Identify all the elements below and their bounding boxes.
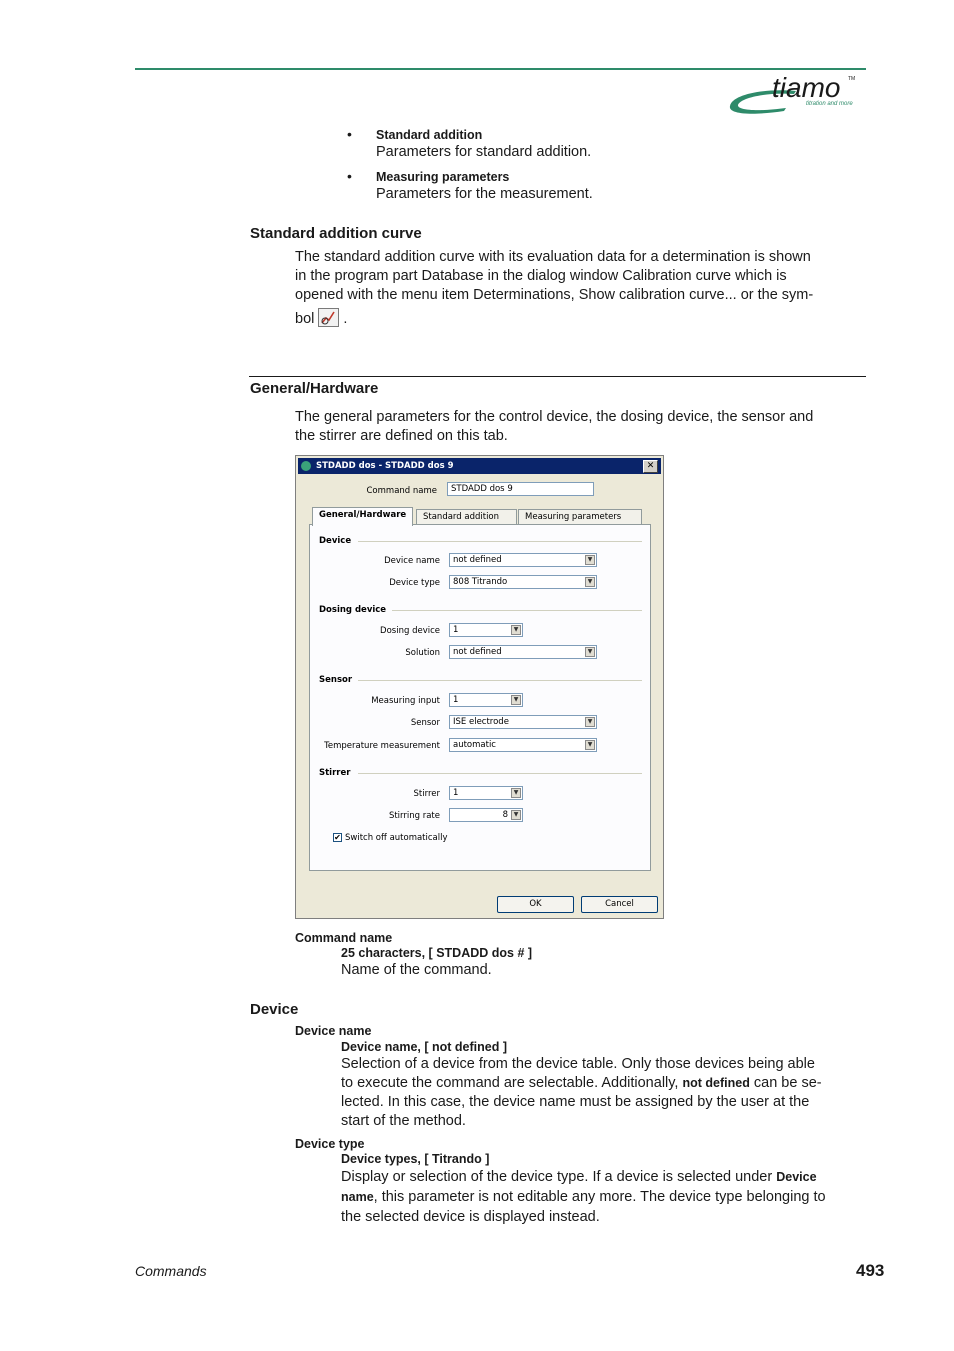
chevron-down-icon[interactable]: ▼	[585, 555, 595, 565]
chevron-down-icon[interactable]: ▼	[585, 717, 595, 727]
stirring-rate-spinner[interactable]	[449, 808, 523, 822]
measuring-input-value: 1	[453, 695, 459, 705]
temperature-value: automatic	[453, 740, 496, 750]
device-type-label: Device type	[389, 578, 440, 588]
device-name-label: Device name	[384, 556, 440, 566]
text-line	[341, 1187, 826, 1207]
bullet-title: Measuring parameters	[376, 170, 510, 184]
text-line: The standard addition curve with its evaluation data for a determination is shown	[295, 249, 811, 265]
stirrer-select[interactable]	[449, 786, 523, 800]
device-name-select[interactable]	[449, 553, 597, 567]
dosing-device-select[interactable]	[449, 623, 523, 637]
group-sensor: Sensor	[319, 675, 353, 685]
text-line: The general parameters for the control device, the dosing device, the sensor and	[295, 409, 814, 425]
bullet-text: Parameters for the measurement.	[376, 186, 593, 202]
param-spec: 25 characters, [ STDADD dos # ]	[341, 946, 533, 960]
stirrer-label: Stirrer	[413, 789, 440, 799]
logo-tagline: titration and more	[806, 101, 853, 107]
sensor-select[interactable]	[449, 715, 597, 729]
section-rule	[249, 376, 866, 377]
chevron-down-icon[interactable]: ▼	[585, 740, 595, 750]
paragraph	[295, 248, 813, 329]
tab-general-hardware[interactable]: General/Hardware	[312, 507, 413, 526]
app-icon	[301, 461, 311, 471]
dialog-title-bar	[298, 458, 661, 474]
chevron-down-icon[interactable]: ▼	[585, 577, 595, 587]
stirrer-value: 1	[453, 788, 459, 798]
calibration-curve-icon	[318, 308, 339, 327]
temperature-select[interactable]	[449, 738, 597, 752]
chevron-down-icon[interactable]: ▼	[511, 695, 521, 705]
bullet-title: Standard addition	[376, 128, 483, 142]
paragraph	[295, 408, 813, 446]
section-heading: Standard addition curve	[250, 225, 422, 242]
chevron-down-icon[interactable]: ▼	[585, 647, 595, 657]
text-fragment: to execute the command are selectable. Additionally,	[341, 1075, 679, 1091]
cancel-button[interactable]: Cancel	[581, 896, 658, 913]
dosing-device-value: 1	[453, 625, 459, 635]
bullet-dot: •	[347, 126, 352, 142]
text-fragment: Display or selection of the device type. If a device is selected under	[341, 1169, 773, 1185]
text-fragment: can be se-	[753, 1075, 822, 1091]
text-line	[295, 308, 813, 329]
text-fragment: not defined	[682, 1076, 750, 1090]
paragraph	[341, 1055, 822, 1131]
header-rule	[135, 68, 866, 70]
group-stirrer: Stirrer	[319, 768, 351, 778]
device-type-value: 808 Titrando	[453, 577, 508, 587]
text-line: opened with the menu item Determinations, Show calibration curve... or the sym-	[295, 287, 814, 303]
param-title: Device type	[295, 1137, 365, 1151]
text-line: the stirrer are defined on this tab.	[295, 428, 508, 444]
text-fragment: name	[341, 1190, 374, 1204]
solution-label: Solution	[405, 648, 440, 658]
chevron-down-icon[interactable]: ▼	[511, 788, 521, 798]
group-divider	[358, 541, 642, 542]
section-heading: General/Hardware	[250, 380, 379, 397]
group-device: Device	[319, 536, 352, 546]
group-divider	[358, 680, 642, 681]
text-line: lected. In this case, the device name must be assigned by the user at the	[341, 1094, 810, 1110]
text-line	[341, 1167, 826, 1187]
sensor-label: Sensor	[410, 718, 440, 728]
tiamo-logo	[726, 74, 868, 116]
tab-measuring-parameters[interactable]: Measuring parameters	[518, 509, 642, 525]
param-text: Name of the command.	[341, 962, 492, 978]
bullet-dot: •	[347, 168, 352, 184]
dialog-title: STDADD dos - STDADD dos 9	[316, 461, 454, 471]
chevron-down-icon[interactable]: ▼	[511, 810, 521, 820]
dialog-window	[295, 455, 664, 919]
group-divider	[358, 773, 642, 774]
stirring-rate-label: Stirring rate	[388, 811, 440, 821]
logo-wordmark: tiamo	[772, 72, 841, 103]
logo-tm: TM	[848, 76, 856, 82]
device-type-select[interactable]	[449, 575, 597, 589]
param-spec: Device types, [ Titrando ]	[341, 1152, 490, 1166]
device-name-value: not defined	[453, 555, 502, 565]
stirring-rate-value: 8	[502, 810, 508, 820]
solution-select[interactable]	[449, 645, 597, 659]
sensor-value: ISE electrode	[453, 717, 509, 727]
temperature-label: Temperature measurement	[324, 741, 440, 751]
switch-off-checkbox[interactable]: ✔	[334, 833, 341, 842]
dosing-device-label: Dosing device	[380, 626, 440, 636]
text-fragment: .	[343, 311, 348, 327]
text-line: in the program part Database in the dialog window Calibration curve which is	[295, 268, 787, 284]
solution-value: not defined	[453, 647, 502, 657]
param-spec: Device name, [ not defined ]	[341, 1040, 508, 1054]
close-icon[interactable]: ✕	[643, 460, 658, 473]
section-heading: Device	[250, 1001, 299, 1018]
group-dosing-device: Dosing device	[319, 605, 387, 615]
text-line	[341, 1074, 822, 1093]
text-line: Selection of a device from the device table. Only those devices being able	[341, 1056, 815, 1072]
tab-standard-addition[interactable]: Standard addition	[416, 509, 517, 525]
bullet-text: Parameters for standard addition.	[376, 144, 592, 160]
footer-section: Commands	[135, 1263, 207, 1279]
switch-off-label: Switch off automatically	[345, 833, 448, 843]
command-name-input[interactable]: STDADD dos 9	[447, 482, 594, 496]
paragraph	[341, 1167, 826, 1227]
command-name-label: Command name	[366, 486, 437, 496]
page-number: 493	[856, 1261, 885, 1280]
chevron-down-icon[interactable]: ▼	[511, 625, 521, 635]
text-line: start of the method.	[341, 1113, 466, 1129]
param-title: Command name	[295, 931, 393, 945]
measuring-input-select[interactable]	[449, 693, 523, 707]
param-title: Device name	[295, 1024, 372, 1038]
measuring-input-label: Measuring input	[371, 696, 440, 706]
text-fragment: Device	[776, 1170, 817, 1184]
text-fragment: bol	[295, 311, 315, 327]
group-divider	[392, 610, 642, 611]
text-fragment: , this parameter is not editable any more. The device type belonging to	[373, 1189, 826, 1205]
text-line: the selected device is displayed instead.	[341, 1209, 600, 1225]
ok-button[interactable]: OK	[497, 896, 574, 913]
